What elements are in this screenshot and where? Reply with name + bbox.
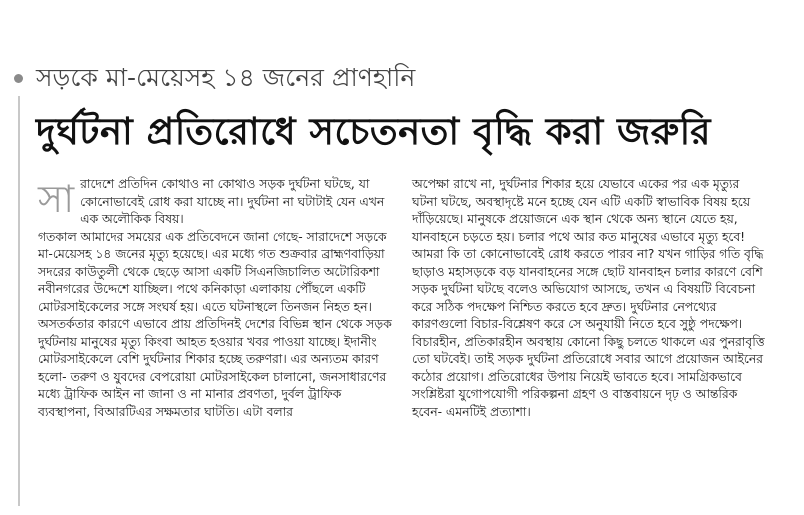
subheadline: সড়কে মা-মেয়েসহ ১৪ জনের প্রাণহানি bbox=[36, 63, 416, 92]
article-column-right bbox=[412, 176, 768, 421]
bullet-dot bbox=[14, 74, 23, 83]
drop-cap: সা bbox=[38, 177, 75, 221]
paragraph-3: অসতর্কতার কারণে এভাবে প্রায় প্রতিদিনই দেশের বিভিন্ন স্থান থেকে সড়ক দুর্ঘটনায় মানুষের মৃত্যু কিংবা আহত হওয়ার খবর পাওয়া যাচ্ছে। ইদানীং মোটরসাইকেলে বেশি দুর্ঘটনার শিকার হচ্ছে তরুণরা। এর অন্যতম কারণ হলো- তরুণ ও যুবদের বেপরোয়া মোটরসাইকেল চালানো, জনসাধারণের মধ্যে ট্রাফিক আইন না জানা ও না মানার প্রবণতা, দুর্বল ট্রাফিক ব্যবস্থাপনা, বিআরটিএর সক্ষমতার ঘাটতি। এটা বলার bbox=[38, 317, 392, 419]
paragraph-4: অপেক্ষা রাখে না, দুর্ঘটনার শিকার হয়ে যেভাবে একের পর এক মৃত্যুর ঘটনা ঘটছে, অবস্থাদৃষ্টে মনে হচ্ছে যেন এটি একটি স্বাভাবিক বিষয় হয়ে দাঁড়িয়েছে। মানুষকে প্রয়োজনে এক স্থান থেকে অন্য স্থানে যেতে হয়, যানবাহনে চড়তে হয়। চলার পথে আর কত মানুষের এভাবে মৃত্যু হবে! আমরা কি তা কোনোভাবেই রোধ করতে পারব না? যখন গাড়ির গতি বৃদ্ধি ছাড়াও মহাসড়কে বড় যানবাহনের সঙ্গে ছোট যানবাহন চলার কারণে বেশি সড়ক দুর্ঘটনা ঘটছে বলেও অভিযোগ আসছে, তখন এ বিষয়টি বিবেচনা করে সঠিক পদক্ষেপ নিশ্চিত করতে হবে দ্রুত। দুর্ঘটনার নেপথ্যের কারণগুলো বিচার-বিশ্লেষণ করে সে অনুযায়ী নিতে হবে সুষ্ঠু পদক্ষেপ। বিচারহীন, প্রতিকারহীন অবস্থায় কোনো কিছু চলতে থাকলে এর পুনরাবৃত্তি তো ঘটবেই। তাই সড়ক দুর্ঘটনা প্রতিরোধে সবার আগে প্রয়োজন আইনের কঠোর প্রয়োগ। প্রতিরোধের উপায় নিয়েই ভাবতে হবে। সামগ্রিকভাবে সংশ্লিষ্টরা যুগোপযোগী পরিকল্পনা গ্রহণ ও বাস্তবায়নে দৃঢ় ও আন্তরিক হবেন- এমনটিই প্রত্যাশা। bbox=[412, 177, 765, 419]
paragraph-1-text: রাদেশে প্রতিদিন কোথাও না কোথাও সড়ক দুর্ঘটনা ঘটছে, যা কোনোভাবেই রোধ করা যাচ্ছে না। দুর্ঘটনা না ঘটাটাই যেন এখন এক অলৌকিক বিষয়। bbox=[80, 177, 385, 226]
headline: দুর্ঘটনা প্রতিরোধে সচেতনতা বৃদ্ধি করা জরুরি bbox=[36, 110, 712, 153]
article-column-left bbox=[38, 176, 394, 421]
paragraph-1 bbox=[38, 176, 394, 229]
paragraph-2: গতকাল আমাদের সময়ের এক প্রতিবেদনে জানা গেছে- সারাদেশে সড়কে মা-মেয়েসহ ১৪ জনের মৃত্যু হয়েছে। এর মধ্যে গত শুক্রবার ব্রাহ্মণবাড়িয়া সদরের কাউতুলী থেকে ছেড়ে আসা একটি সিএনজিচালিত অটোরিকশা নবীনগরের উদ্দেশে যাচ্ছিল। পথে কনিকাড়া এলাকায় পৌঁছলে একটি মোটরসাইকেলের সঙ্গে সংঘর্ষ হয়। এতে ঘটনাস্থলে তিনজন নিহত হন। bbox=[38, 229, 387, 314]
column-rule bbox=[18, 96, 20, 506]
